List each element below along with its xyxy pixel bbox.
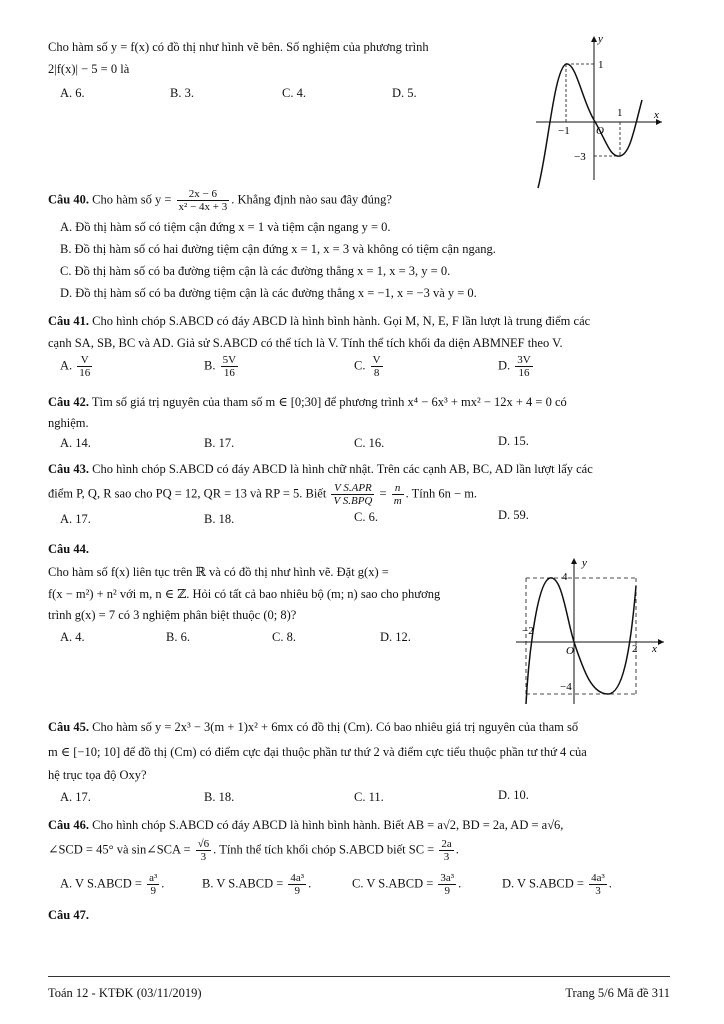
q42-label: Câu 42. [48, 395, 89, 409]
q41-option-c[interactable] [354, 354, 385, 379]
q46-a-pre: A. V S.ABCD = [60, 876, 142, 891]
q41-label: Câu 41. [48, 314, 89, 328]
q44-line1: Cho hàm số f(x) liên tục trên ℝ và có đồ thị như hình vẽ. Đặt g(x) = [48, 565, 389, 579]
q39-tick-neg1: −1 [558, 125, 570, 137]
q46-f-num: √6 [197, 838, 210, 850]
q41-option-d[interactable] [498, 354, 535, 379]
q46-f-den: 3 [200, 851, 207, 863]
q44-tick-2: 2 [632, 643, 638, 655]
q39-option-c[interactable]: C. 4. [282, 86, 306, 100]
q46-line2 [48, 838, 459, 863]
q46-d-num: 4a³ [591, 872, 605, 884]
q39-tick-1: 1 [617, 107, 623, 119]
q39-line1: Cho hàm số y = f(x) có đồ thị như hình vẽ bên. Số nghiệm của phương trình [48, 40, 429, 54]
q46-sc-fraction [439, 838, 453, 863]
q41-option-a[interactable] [60, 354, 94, 379]
q46-b-num: 4a³ [290, 872, 305, 884]
footer-right: Trang 5/6 Mã đề 311 [565, 986, 670, 1000]
q40-stem [48, 188, 392, 213]
q44-option-c[interactable]: C. 8. [272, 630, 296, 644]
q46-text2-mid: . Tính thể tích khối chóp S.ABCD biết SC = [213, 842, 435, 857]
q42-line2: nghiệm. [48, 416, 89, 430]
q46-d-den: 3 [595, 885, 601, 897]
q43-option-b[interactable]: B. 18. [204, 512, 235, 526]
q44-label: Câu 44. [48, 542, 89, 556]
q44-origin: O [566, 645, 574, 657]
q43-volume-ratio [331, 482, 374, 507]
q40-label: Câu 40. [48, 192, 89, 207]
q44-label-line [48, 542, 89, 557]
q43-option-d[interactable]: D. 59. [498, 508, 529, 522]
q46-f2-den: 3 [443, 851, 450, 863]
q43-option-a[interactable]: A. 17. [60, 512, 91, 526]
q42-line1 [48, 394, 567, 410]
q40-post: . Khẳng định nào sau đây đúng? [231, 192, 392, 207]
q41-b-den: 16 [223, 367, 235, 379]
q41-b-letter: B. [204, 358, 216, 373]
q44-y-label: y [582, 557, 587, 569]
q41-a-fraction [77, 354, 92, 379]
q46-f2-num: 2a [441, 838, 452, 850]
q46-text2-pre: ∠SCD = 45° và sin∠SCA = [48, 842, 191, 857]
q44-curve [526, 578, 636, 704]
q46-b-fraction [288, 872, 306, 897]
q40-option-a[interactable]: A. Đồ thị hàm số có tiệm cận đứng x = 1 và tiệm cận ngang y = 0. [60, 220, 391, 234]
q41-b-fraction [221, 354, 238, 379]
q41-c-letter: C. [354, 358, 366, 373]
q45-text1: Cho hàm số y = 2x³ − 3(m + 1)x² + 6mx có đồ thị (Cm). Có bao nhiêu giá trị nguyên của tham số [92, 720, 579, 734]
q39-option-d[interactable]: D. 5. [392, 86, 417, 100]
q41-d-letter: D. [498, 358, 511, 373]
q42-option-c[interactable]: C. 16. [354, 436, 385, 450]
q41-d-fraction [515, 354, 532, 379]
q39-line2: 2|f(x)| − 5 = 0 là [48, 62, 130, 76]
q39-graph [530, 30, 670, 190]
q39-option-a[interactable]: A. 6. [60, 86, 85, 100]
q41-c-fraction [371, 354, 383, 379]
q41-d-den: 16 [518, 367, 530, 379]
q46-a-den: 9 [150, 885, 156, 897]
q45-option-a[interactable]: A. 17. [60, 790, 91, 804]
q43-text2-post: . Tính 6n − m. [405, 486, 478, 501]
q46-c-fraction [438, 872, 456, 897]
q46-b-den: 9 [294, 885, 300, 897]
q45-label: Câu 45. [48, 720, 89, 734]
q41-a-num: V [77, 354, 92, 367]
q44-line3: trình g(x) = 7 có 3 nghiệm phân biệt thuộc (0; 8)? [48, 608, 297, 622]
q44-tick-neg4: −4 [560, 681, 572, 693]
q46-option-c[interactable]: C. V S.ABCD = $\frac{\text{3a³}}{9}$ . [352, 872, 462, 897]
q43-line1 [48, 462, 593, 477]
q45-line2: m ∈ [−10; 10] để đồ thị (Cm) có điểm cực đại thuộc phần tư thứ 2 và điểm cực tiểu thuộc phần tư thứ 4 của [48, 745, 587, 759]
q46-c-den: 9 [444, 885, 450, 897]
q44-x-label: x [652, 643, 657, 655]
q40-den: x² − 4x + 3 [178, 201, 228, 213]
q43-text1: Cho hình chóp S.ABCD có đáy ABCD là hình chữ nhật. Trên các cạnh AB, BC, AD lần lượt lấy các [92, 462, 593, 476]
q44-option-d[interactable]: D. 12. [380, 630, 411, 644]
q40-num: 2x − 6 [177, 188, 230, 201]
q46-sin-fraction [196, 838, 212, 863]
q41-c-den: 8 [373, 367, 380, 379]
q39-curve [538, 64, 642, 188]
q39-origin: O [596, 125, 604, 137]
q41-c-num: V [372, 354, 381, 366]
q39-y-label: y [598, 33, 603, 45]
q42-text1: Tìm số giá trị nguyên của tham số m ∈ [0;30] để phương trình x⁴ − 6x³ + mx² − 12x + 4 = 0 có [91, 395, 567, 409]
q45-line1 [48, 720, 578, 735]
q46-line1 [48, 818, 563, 833]
q40-option-c[interactable]: C. Đồ thị hàm số có ba đường tiệm cận là các đường thẳng x = 1, x = 3, y = 0. [60, 264, 451, 278]
q43-label: Câu 43. [48, 462, 89, 476]
footer-left: Toán 12 - KTĐK (03/11/2019) [48, 986, 202, 1000]
q41-d-num: 3V [517, 354, 531, 366]
q41-text1: Cho hình chóp S.ABCD có đáy ABCD là hình bình hành. Gọi M, N, E, F lần lượt là trung điểm các [92, 314, 591, 328]
q46-c-num: 3a³ [440, 872, 455, 884]
q43-f2-num: n [392, 482, 404, 495]
q43-f2-den: m [393, 495, 402, 507]
q46-option-d[interactable]: D. V S.ABCD = $\frac{\text{4a³}}{3}$ . [502, 872, 612, 897]
q44-option-b[interactable]: B. 6. [166, 630, 190, 644]
q44-tick-neg2: −2 [522, 625, 534, 637]
q39-x-label: x [654, 109, 659, 121]
q46-option-a[interactable]: A. V S.ABCD = $\frac{\text{a³}}{9}$ . [60, 872, 165, 897]
q43-f1-den: V S.BPQ [333, 495, 373, 507]
q46-d-pre: D. V S.ABCD = [502, 876, 584, 891]
q46-label: Câu 46. [48, 818, 89, 832]
q41-line2: cạnh SA, SB, BC và AD. Giả sử S.ABCD có thể tích là V. Tính thể tích khối đa diện ABMNEF theo V. [48, 336, 563, 350]
q45-line3: hệ trục tọa độ Oxy? [48, 768, 147, 782]
q43-f1-num: V S.APR [331, 482, 374, 495]
q41-option-b[interactable] [204, 354, 240, 379]
q46-d-fraction [589, 872, 607, 897]
q42-option-b[interactable]: B. 17. [204, 436, 235, 450]
q46-text1: Cho hình chóp S.ABCD có đáy ABCD là hình bình hành. Biết AB = a√2, BD = 2a, AD = a√6, [92, 818, 564, 832]
q44-tick-4: 4 [562, 571, 568, 583]
q46-c-pre: C. V S.ABCD = [352, 876, 434, 891]
q39-tick-neg3: −3 [574, 151, 586, 163]
q40-fraction [177, 188, 230, 213]
q47-label: Câu 47. [48, 908, 89, 922]
q42-option-a[interactable]: A. 14. [60, 436, 91, 450]
q45-option-d[interactable]: D. 10. [498, 788, 529, 802]
q46-option-b[interactable]: B. V S.ABCD = $\frac{\text{4a³}}{9}$ . [202, 872, 312, 897]
q41-a-letter: A. [60, 358, 73, 373]
q40-pre: Cho hàm số y = [92, 192, 172, 207]
q44-option-a[interactable]: A. 4. [60, 630, 85, 644]
q43-text2: điểm P, Q, R sao cho PQ = 12, QR = 13 và RP = 5. Biết [48, 486, 327, 501]
q39-tick-1y: 1 [598, 59, 604, 71]
q41-b-num: 5V [222, 354, 237, 366]
q42-option-d[interactable]: D. 15. [498, 434, 529, 448]
q43-nm-ratio [392, 482, 404, 507]
q43-line2: điểm P, Q, R sao cho PQ = 12, QR = 13 và RP = 5. Biết $\frac{\text{V S.APR}}{\text{V S.BPQ}}$ = $\frac{n}{m}$ . Tính 6n − m. [48, 482, 478, 507]
q43-option-c[interactable]: C. 6. [354, 510, 378, 524]
q46-a-fraction [147, 872, 159, 897]
q45-option-c[interactable]: C. 11. [354, 790, 384, 804]
q40-option-b[interactable]: B. Đồ thị hàm số có hai đường tiệm cận đứng x = 1, x = 3 và không có tiệm cận ngang. [60, 242, 496, 256]
q46-b-pre: B. V S.ABCD = [202, 876, 284, 891]
footer-divider [48, 976, 670, 977]
q39-option-b[interactable]: B. 3. [170, 86, 194, 100]
q44-line2: f(x − m²) + n² với m, n ∈ ℤ. Hỏi có tất cả bao nhiêu bộ (m; n) sao cho phương [48, 587, 441, 601]
q41-line1 [48, 314, 590, 329]
q46-a-num: a³ [149, 872, 158, 884]
q41-a-den: 16 [79, 367, 91, 379]
q40-option-d[interactable]: D. Đồ thị hàm số có ba đường tiệm cận là các đường thẳng x = −1, x = −3 và y = 0. [60, 286, 477, 300]
q45-option-b[interactable]: B. 18. [204, 790, 235, 804]
q46-text2-post: . [455, 842, 459, 857]
q44-graph [512, 556, 672, 706]
q47-label-line [48, 908, 89, 923]
